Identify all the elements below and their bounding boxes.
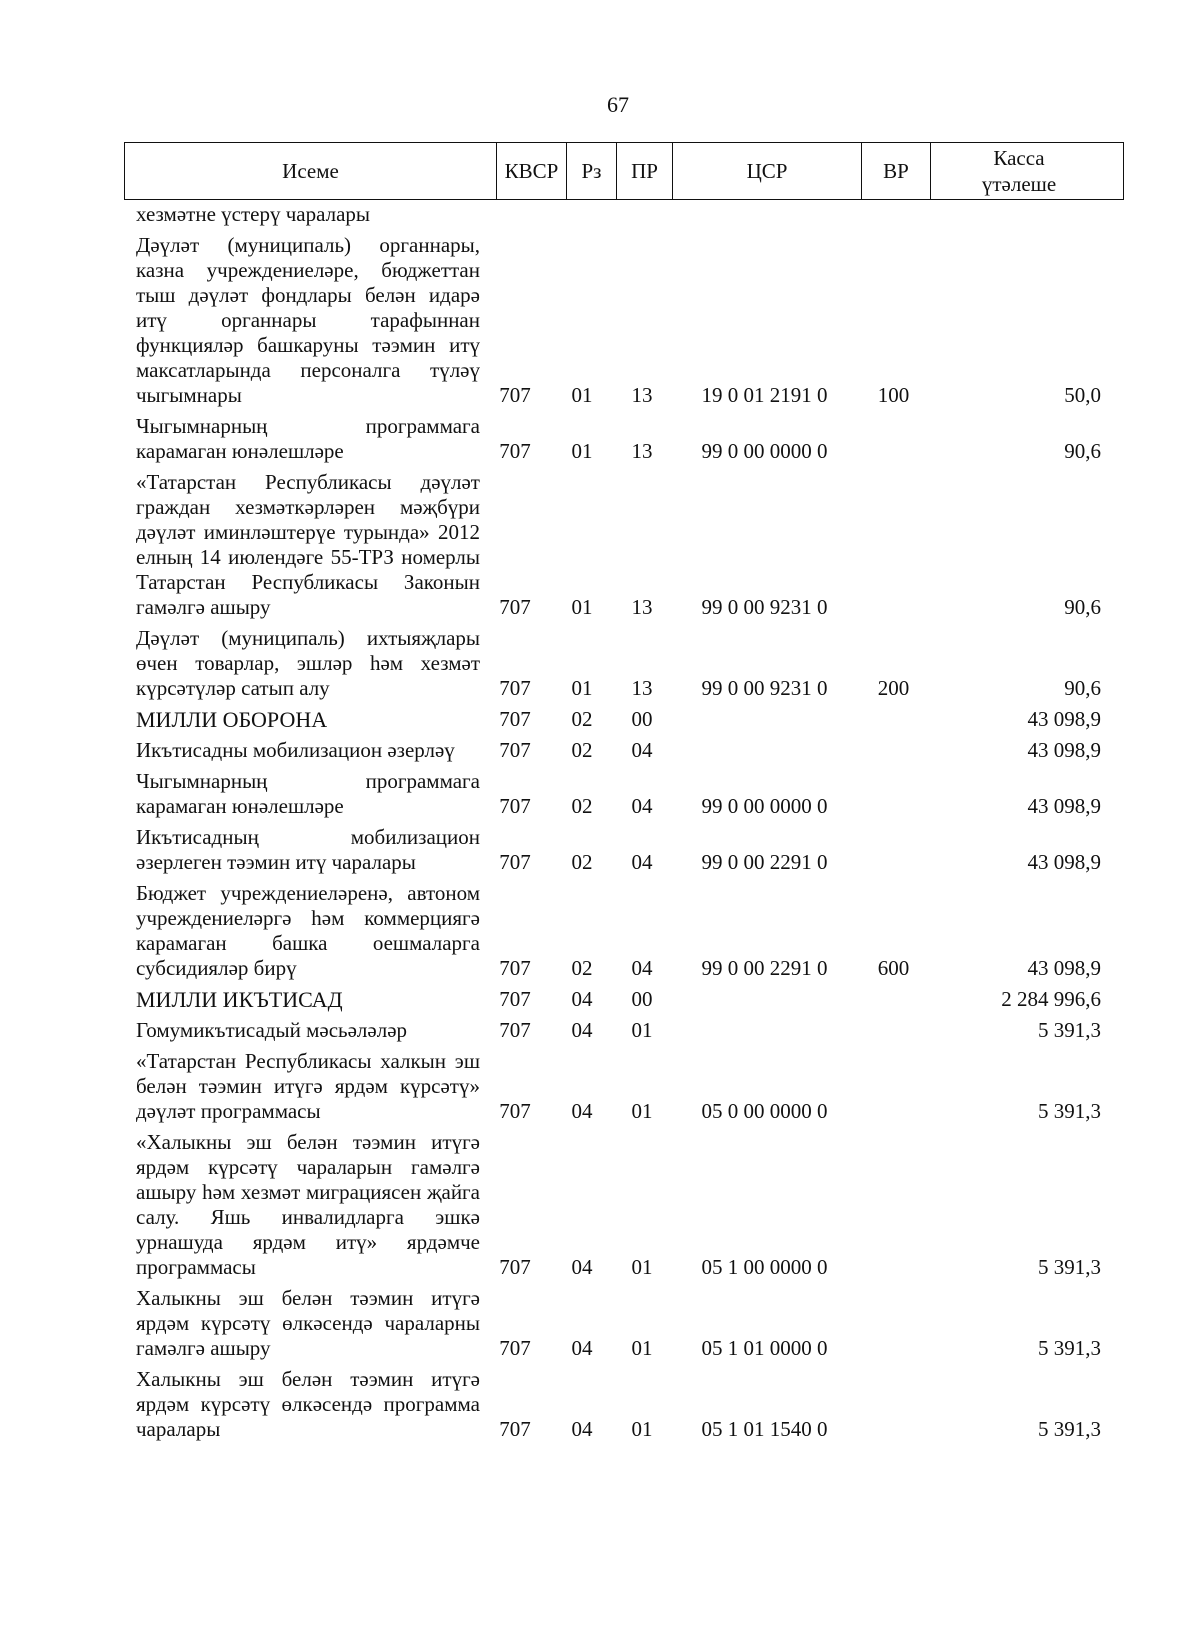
cell-name: Икътисадның мобилизацион әзерлеген тәэмин итү чаралары xyxy=(136,825,480,874)
cell-kvsr: 707 xyxy=(499,595,531,619)
cell-vr xyxy=(859,707,928,732)
cell-name: Халыкны эш белән тәэмин итүгә ярдәм күрсәтү өлкәсендә чараларны гамәлгә ашыру xyxy=(136,1286,480,1360)
cell-name: Дәүләт (муниципаль) ихтыяҗлары өчен товарлар, эшләр һәм хезмәт күрсәтүләр сатып алу xyxy=(136,626,480,700)
header-amount-line2: үтәлеше xyxy=(981,172,1057,196)
cell-name: Халыкны эш белән тәэмин итүгә ярдәм күрсәтү өлкәсендә программа чаралары xyxy=(136,1367,480,1441)
cell-pr: 13 xyxy=(631,676,653,700)
cell-csr: 05 1 01 1540 0 xyxy=(701,1417,828,1441)
table-row xyxy=(124,470,1124,620)
cell-amount: 90,6 xyxy=(1064,676,1101,700)
cell-csr xyxy=(670,707,859,732)
cell-kvsr: 707 xyxy=(499,1336,531,1360)
cell-pr: 01 xyxy=(631,1336,653,1360)
cell-vr xyxy=(859,1367,928,1442)
cell-kvsr: 707 xyxy=(499,676,531,700)
cell-amount: 43 098,9 xyxy=(1027,738,1101,762)
cell-csr: 19 0 01 2191 0 xyxy=(701,383,828,407)
cell-pr: 04 xyxy=(631,850,653,874)
cell-kvsr: 707 xyxy=(499,850,531,874)
cell-vr xyxy=(859,414,928,464)
cell-rz: 02 xyxy=(571,850,593,874)
cell-kvsr: 707 xyxy=(499,987,531,1011)
cell-name: «Халыкны эш белән тәэмин итүгә ярдәм күрсәтү чараларын гамәлгә ашыру һәм хезмәт миграциясен җайга салу. Яшь инвалидларга эшкә урнашуда ярдәм итү» ярдәмче программасы xyxy=(136,1130,480,1279)
cell-csr: 99 0 00 0000 0 xyxy=(701,439,828,463)
cell-name: Гомумикътисадый мәсьәләләр xyxy=(136,1018,408,1042)
cell-rz: 01 xyxy=(571,676,593,700)
cell-kvsr: 707 xyxy=(499,1255,531,1279)
cell-rz: 02 xyxy=(571,738,593,762)
table-row xyxy=(124,414,1124,464)
cell-pr: 04 xyxy=(631,794,653,818)
cell-amount: 5 391,3 xyxy=(1038,1018,1101,1042)
header-vr: ВР xyxy=(861,143,930,199)
cell-kvsr: 707 xyxy=(499,1417,531,1441)
cell-csr: 05 0 00 0000 0 xyxy=(701,1099,828,1123)
cell-name: «Татарстан Республикасы дәүләт граждан хезмәткәрләрен мәҗбүри дәүләт иминләштерүе турында» 2012 елның 14 июлендәге 55-ТРЗ номерлы Татарстан Республикасы Законын гамәлгә ашыру xyxy=(136,470,480,619)
cell-rz: 04 xyxy=(571,1255,593,1279)
cell-amount: 50,0 xyxy=(1064,383,1101,407)
cell-name: Чыгымнарның программага карамаган юнәлешләре xyxy=(136,414,480,463)
cell-name: Бюджет учреждениеләренә, автоном учреждениеләргә һәм коммерциягә карамаган башка оешмаларга субсидияләр бирү xyxy=(136,881,480,980)
cell-csr xyxy=(670,738,859,763)
cell-pr: 01 xyxy=(631,1099,653,1123)
cell-vr: 200 xyxy=(877,676,910,700)
cell-kvsr: 707 xyxy=(499,738,531,762)
cell-amount: 5 391,3 xyxy=(1038,1417,1101,1441)
cell-rz: 01 xyxy=(571,439,593,463)
cell-csr xyxy=(670,1018,859,1043)
cell-kvsr xyxy=(480,202,550,227)
cell-pr: 13 xyxy=(631,595,653,619)
budget-table xyxy=(124,142,1124,1448)
cell-pr: 04 xyxy=(631,956,653,980)
cell-amount: 43 098,9 xyxy=(1027,850,1101,874)
header-amount xyxy=(930,143,1107,199)
cell-pr xyxy=(614,202,670,227)
cell-rz xyxy=(550,202,614,227)
cell-amount: 2 284 996,6 xyxy=(1001,987,1101,1011)
cell-kvsr: 707 xyxy=(499,383,531,407)
cell-csr: 99 0 00 2291 0 xyxy=(701,956,828,980)
header-name: Исеме xyxy=(282,159,339,183)
cell-vr xyxy=(859,987,928,1012)
cell-kvsr: 707 xyxy=(499,439,531,463)
cell-csr xyxy=(670,202,859,227)
cell-csr: 99 0 00 9231 0 xyxy=(701,676,828,700)
cell-kvsr: 707 xyxy=(499,1099,531,1123)
cell-rz: 04 xyxy=(571,1018,593,1042)
cell-vr: 600 xyxy=(877,956,910,980)
cell-rz: 01 xyxy=(571,383,593,407)
table-row xyxy=(124,626,1124,701)
cell-vr xyxy=(859,1130,928,1280)
table-row xyxy=(124,1286,1124,1361)
table-row xyxy=(124,233,1124,408)
header-csr: ЦСР xyxy=(672,143,861,199)
cell-amount: 90,6 xyxy=(1064,595,1101,619)
cell-amount: 90,6 xyxy=(1064,439,1101,463)
header-kvsr: КВСР xyxy=(496,143,566,199)
table-body xyxy=(124,202,1124,1442)
cell-vr: 100 xyxy=(877,383,910,407)
cell-vr xyxy=(859,738,928,763)
cell-amount: 43 098,9 xyxy=(1027,956,1101,980)
cell-name: Дәүләт (муниципаль) органнары, казна учреждениеләре, бюджеттан тыш дәүләт фондлары белән идарә итү органнары тарафыннан функцияләр башкаруны тәэмин итү максатларында персоналга түләү чыгымнары xyxy=(136,233,480,407)
cell-vr xyxy=(859,1018,928,1043)
cell-csr: 99 0 00 2291 0 xyxy=(701,850,828,874)
cell-rz: 02 xyxy=(571,956,593,980)
cell-amount: 43 098,9 xyxy=(1027,707,1101,731)
cell-amount: 5 391,3 xyxy=(1038,1255,1101,1279)
cell-vr xyxy=(859,1049,928,1124)
cell-name: хезмәтне үстерү чаралары xyxy=(136,202,371,226)
cell-amount: 5 391,3 xyxy=(1038,1099,1101,1123)
table-row xyxy=(124,707,1124,732)
cell-pr: 13 xyxy=(631,439,653,463)
cell-csr: 05 1 01 0000 0 xyxy=(701,1336,828,1360)
cell-rz: 04 xyxy=(571,987,593,1011)
cell-kvsr: 707 xyxy=(499,956,531,980)
table-row xyxy=(124,987,1124,1012)
table-row xyxy=(124,1130,1124,1280)
cell-amount: 5 391,3 xyxy=(1038,1336,1101,1360)
cell-pr: 00 xyxy=(631,987,653,1011)
cell-name: Икътисадны мобилизацион әзерләү xyxy=(136,738,455,762)
cell-name: «Татарстан Республикасы халкын эш белән тәэмин итүгә ярдәм күрсәтү» дәүләт программасы xyxy=(136,1049,480,1123)
cell-amount xyxy=(928,202,1103,227)
table-row xyxy=(124,202,1124,227)
table-row xyxy=(124,769,1124,819)
table-row xyxy=(124,825,1124,875)
cell-amount: 43 098,9 xyxy=(1027,794,1101,818)
cell-kvsr: 707 xyxy=(499,1018,531,1042)
cell-name: МИЛЛИ ОБОРОНА xyxy=(136,707,328,732)
cell-kvsr: 707 xyxy=(499,794,531,818)
cell-rz: 02 xyxy=(571,707,593,731)
cell-vr xyxy=(859,470,928,620)
cell-pr: 00 xyxy=(631,707,653,731)
table-row xyxy=(124,1018,1124,1043)
cell-pr: 01 xyxy=(631,1018,653,1042)
table-header xyxy=(124,142,1124,200)
cell-vr xyxy=(859,1286,928,1361)
cell-pr: 04 xyxy=(631,738,653,762)
table-row xyxy=(124,1049,1124,1124)
table-row xyxy=(124,738,1124,763)
cell-csr: 99 0 00 0000 0 xyxy=(701,794,828,818)
cell-vr xyxy=(859,769,928,819)
cell-csr: 05 1 00 0000 0 xyxy=(701,1255,828,1279)
cell-vr xyxy=(859,202,928,227)
cell-name: Чыгымнарның программага карамаган юнәлешләре xyxy=(136,769,480,818)
header-pr: ПР xyxy=(616,143,672,199)
cell-name: МИЛЛИ ИКЪТИСАД xyxy=(136,987,343,1012)
cell-rz: 04 xyxy=(571,1336,593,1360)
cell-csr xyxy=(670,987,859,1012)
cell-pr: 01 xyxy=(631,1417,653,1441)
table-row xyxy=(124,1367,1124,1442)
cell-rz: 04 xyxy=(571,1099,593,1123)
page-number: 67 xyxy=(607,92,629,117)
cell-vr xyxy=(859,825,928,875)
cell-rz: 04 xyxy=(571,1417,593,1441)
table-row xyxy=(124,881,1124,981)
cell-csr: 99 0 00 9231 0 xyxy=(701,595,828,619)
header-rz: Рз xyxy=(566,143,616,199)
cell-rz: 01 xyxy=(571,595,593,619)
cell-pr: 01 xyxy=(631,1255,653,1279)
header-amount-line1: Касса xyxy=(993,146,1045,170)
cell-pr: 13 xyxy=(631,383,653,407)
cell-kvsr: 707 xyxy=(499,707,531,731)
cell-rz: 02 xyxy=(571,794,593,818)
